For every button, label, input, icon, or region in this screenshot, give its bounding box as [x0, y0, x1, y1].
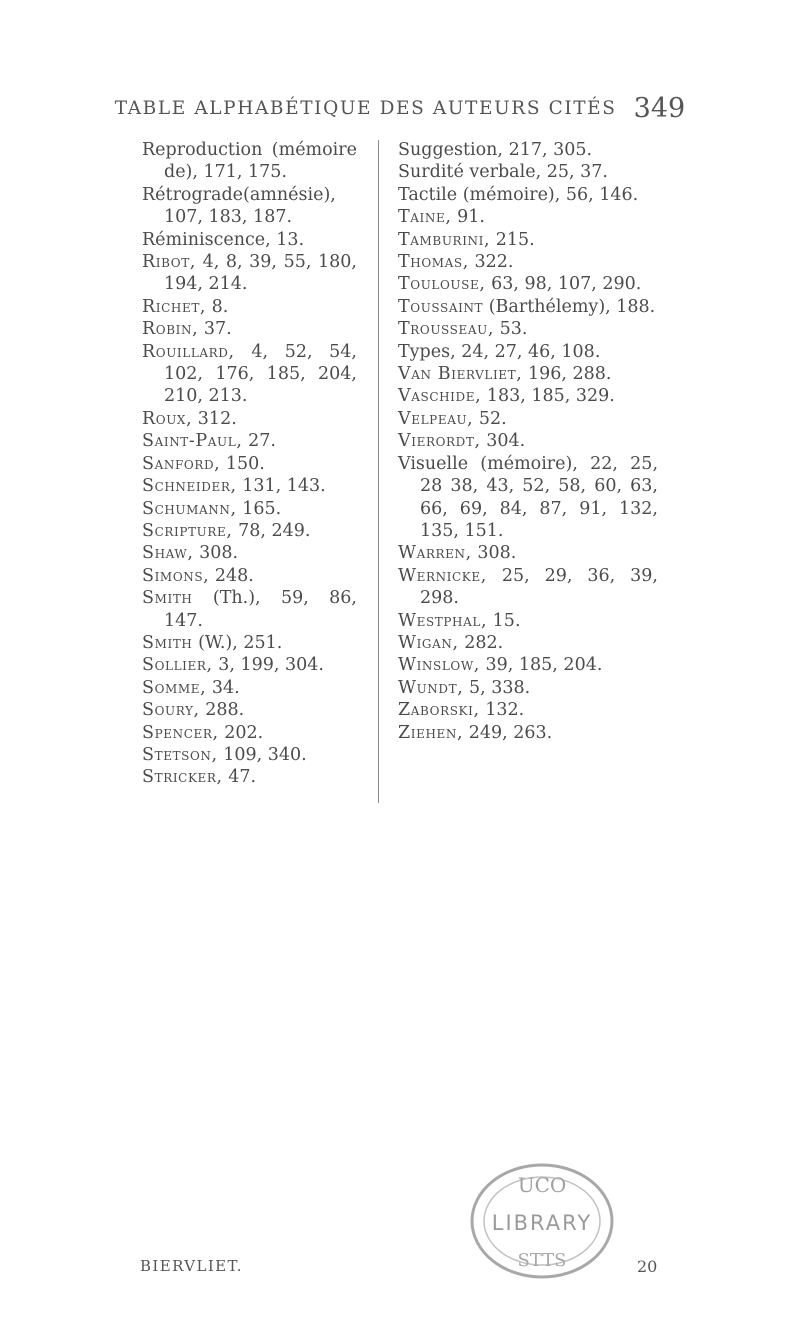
index-entry — [142, 654, 357, 676]
entry-pages: 24, 27, 46, 108. — [455, 341, 601, 362]
index-entry — [398, 722, 658, 744]
index-entry — [142, 430, 357, 452]
entry-pages: 109, 340. — [217, 744, 307, 765]
entry-pages: 13. — [270, 229, 305, 250]
entry-heading: Ribot, — [142, 252, 196, 273]
page-number: 349 — [633, 93, 686, 124]
index-entry — [398, 430, 658, 452]
entry-heading: Vaschide, — [398, 386, 482, 407]
entry-pages: 132. — [479, 700, 525, 721]
entry-heading: Zaborski, — [398, 700, 480, 721]
index-column-left — [142, 139, 357, 789]
index-entry — [142, 542, 357, 564]
index-entry — [398, 229, 658, 251]
index-entry — [142, 632, 357, 654]
entry-heading: Vierordt, — [398, 431, 481, 452]
entry-heading: Velpeau, — [398, 408, 474, 429]
entry-heading: Suggestion, — [398, 140, 503, 160]
entry-pages: 53. — [494, 319, 528, 340]
entry-heading: Schumann, — [142, 498, 237, 519]
entry-heading: Shaw, — [142, 543, 194, 564]
entry-heading: Roux, — [142, 408, 193, 429]
entry-heading: Van Biervliet, — [398, 364, 523, 385]
entry-pages: 150. — [220, 453, 265, 474]
index-entry — [142, 475, 357, 497]
entry-pages: 52. — [473, 408, 507, 429]
entry-heading: Saint-Paul, — [142, 431, 243, 452]
entry-heading: Winslow, — [398, 655, 480, 676]
index-entry — [398, 341, 658, 363]
entry-heading: Reproduction (mémoire de), — [142, 140, 357, 183]
index-entry — [142, 453, 357, 475]
entry-pages: 25, 37. — [541, 162, 608, 183]
entry-heading: Smith — [142, 632, 193, 653]
index-entry — [398, 632, 658, 654]
entry-heading: Somme, — [142, 677, 207, 698]
stamp-bottom-text: STTS — [517, 1250, 567, 1271]
entry-heading: Wundt, — [398, 677, 464, 698]
entry-pages: 25, 29, 36, 39, 298. — [420, 565, 658, 609]
entry-pages: (W.), 251. — [192, 632, 283, 653]
entry-pages: 202. — [218, 722, 264, 743]
entry-heading: Schneider, — [142, 476, 237, 497]
entry-heading: Wigan, — [398, 632, 459, 653]
library-stamp — [464, 1158, 620, 1284]
index-entry — [142, 341, 357, 408]
entry-pages: 308. — [471, 543, 517, 564]
entry-heading: Soury, — [142, 700, 200, 721]
entry-heading: Visuelle (mémoire), — [398, 453, 578, 474]
entry-pages: 4, 8, 39, 55, 180, 194, 214. — [164, 252, 357, 295]
entry-pages: 288. — [199, 700, 245, 721]
entry-heading: Richet, — [142, 296, 207, 317]
entry-pages: 131, 143. — [236, 476, 326, 497]
index-entry — [398, 542, 658, 564]
entry-pages: 4, 52, 54, 102, 176, 185, 204, 210, 213. — [164, 341, 357, 407]
column-divider — [378, 140, 379, 803]
index-entry — [398, 184, 658, 206]
entry-heading: Rouillard, — [142, 341, 235, 362]
index-entry — [142, 677, 357, 699]
entry-pages: 171, 175. — [197, 162, 288, 183]
index-entry — [142, 520, 357, 542]
index-entry — [398, 453, 658, 543]
index-entry — [398, 296, 658, 318]
index-entry — [398, 408, 658, 430]
index-entry — [142, 251, 357, 296]
entry-pages: 5, 338. — [463, 677, 531, 698]
entry-pages: 322. — [468, 252, 514, 273]
entry-pages: 15. — [487, 610, 521, 631]
entry-pages: 165. — [236, 498, 282, 519]
entry-heading: Rétrograde(amnésie), — [142, 184, 336, 205]
entry-heading: Spencer, — [142, 722, 219, 743]
entry-pages: 183, 185, 329. — [481, 386, 615, 407]
index-entry — [142, 498, 357, 520]
entry-pages: 8. — [206, 296, 229, 317]
entry-heading: Réminiscence, — [142, 229, 271, 250]
entry-heading: Toulouse, — [398, 274, 486, 295]
entry-pages: 282. — [458, 632, 504, 653]
index-entry — [398, 385, 658, 407]
index-entry — [142, 296, 357, 318]
entry-heading: Trousseau, — [398, 319, 494, 340]
index-entry — [142, 408, 357, 430]
entry-pages: 249, 263. — [463, 722, 553, 743]
entry-heading: Wernicke, — [398, 565, 487, 586]
index-entry — [398, 251, 658, 273]
index-entry — [142, 744, 357, 766]
index-entry — [142, 184, 357, 229]
index-column-right — [398, 139, 658, 744]
signature-number: 20 — [637, 1257, 658, 1276]
entry-heading: Surdité verbale, — [398, 162, 542, 183]
index-entry — [398, 699, 658, 721]
entry-pages: (Th.), 59, 86, 147. — [164, 588, 357, 631]
entry-pages: 107, 183, 187. — [164, 207, 293, 228]
entry-heading: Ziehen, — [398, 722, 464, 743]
entry-pages: 304. — [480, 431, 526, 452]
entry-heading: Stricker, — [142, 767, 223, 788]
entry-heading: Thomas, — [398, 252, 469, 273]
entry-heading: Sollier, — [142, 655, 213, 676]
entry-heading: Robin, — [142, 319, 199, 340]
stamp-center-text: LIBRARY — [491, 1211, 593, 1235]
index-entry — [142, 699, 357, 721]
index-entry — [142, 229, 357, 251]
entry-heading: Sanford, — [142, 453, 221, 474]
entry-pages: 312. — [192, 408, 237, 429]
entry-heading: Scripture, — [142, 520, 233, 541]
entry-heading: Stetson, — [142, 744, 218, 765]
entry-pages: 217, 305. — [503, 140, 593, 160]
index-entry — [398, 565, 658, 610]
entry-pages: 78, 249. — [232, 520, 311, 541]
entry-pages: 37. — [198, 319, 232, 340]
index-entry — [398, 206, 658, 228]
entry-pages: 47. — [222, 767, 257, 788]
entry-pages: 308. — [193, 543, 239, 564]
entry-heading: Toussaint — [398, 296, 484, 317]
index-entry — [398, 139, 658, 161]
index-entry — [142, 722, 357, 744]
entry-pages: 22, 25, 28 38, 43, 52, 58, 60, 63, 66, 69, 84, 87, 91, 132, 135, 151. — [420, 453, 659, 541]
index-entry — [398, 273, 658, 295]
entry-heading: Taine, — [398, 207, 452, 228]
entry-pages: 63, 98, 107, 290. — [485, 274, 642, 295]
entry-heading: Westphal, — [398, 610, 488, 631]
entry-pages: 56, 146. — [560, 184, 639, 205]
index-entry — [142, 139, 357, 184]
entry-pages: 27. — [242, 431, 276, 452]
entry-pages: 34. — [206, 677, 240, 698]
entry-pages: 196, 288. — [522, 364, 612, 385]
index-entry — [142, 318, 357, 340]
index-entry — [142, 766, 357, 788]
signature-mark: BIERVLIET. — [140, 1257, 243, 1275]
entry-pages: (Barthélemy), 188. — [483, 296, 656, 317]
running-title: TABLE ALPHABÉTIQUE DES AUTEURS CITÉS — [114, 98, 617, 119]
entry-pages: 248. — [209, 565, 254, 586]
stamp-top-text: UCO — [517, 1173, 567, 1197]
entry-pages: 39, 185, 204. — [479, 655, 603, 676]
index-entry — [398, 318, 658, 340]
entry-heading: Tactile (mémoire), — [398, 184, 561, 205]
entry-heading: Warren, — [398, 543, 472, 564]
index-entry — [142, 565, 357, 587]
index-entry — [142, 587, 357, 632]
entry-heading: Simons, — [142, 565, 210, 586]
index-entry — [398, 677, 658, 699]
entry-pages: 91. — [451, 207, 485, 228]
entry-heading: Smith — [142, 588, 193, 609]
index-entry — [398, 654, 658, 676]
page-header — [0, 93, 800, 133]
entry-heading: Tamburini, — [398, 229, 491, 250]
entry-heading: Types, — [398, 341, 456, 362]
entry-pages: 215. — [490, 229, 535, 250]
index-entry — [398, 363, 658, 385]
index-entry — [398, 610, 658, 632]
entry-pages: 3, 199, 304. — [212, 655, 324, 676]
index-entry — [398, 161, 658, 183]
